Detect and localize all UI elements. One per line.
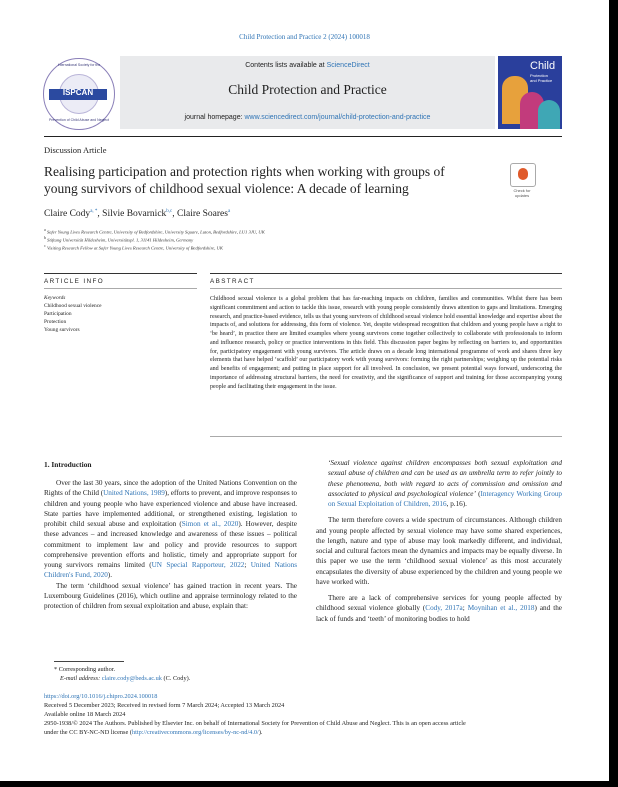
- paragraph: [316, 593, 562, 624]
- check-updates-box: [510, 163, 536, 187]
- block-quote: [316, 458, 562, 509]
- article-info-heading: ARTICLE INFO: [44, 278, 105, 285]
- license-prefix: under the CC BY-NC-ND license (: [44, 729, 132, 736]
- text-run: ).: [107, 571, 112, 580]
- author-sup[interactable]: a: [227, 209, 231, 214]
- keyword-item: Young survivors: [44, 327, 80, 333]
- left-column: [44, 478, 297, 611]
- citation-link[interactable]: UN Special Rapporteur, 2022: [151, 561, 245, 569]
- check-updates-line1: Check for: [513, 188, 531, 193]
- contents-line: [120, 62, 495, 69]
- license-suffix: ).: [258, 729, 263, 736]
- article-info-rule-2: [44, 288, 197, 289]
- homepage-line: [120, 114, 495, 121]
- frame-bottom-border: [0, 781, 618, 787]
- check-updates-label: [509, 188, 535, 198]
- author-list: Claire Cody$^{a, *}$, Silvie Bovarnick$^{b,c}$, Claire Soares$^a$: [44, 209, 231, 220]
- citation-link[interactable]: United Nations, 1989: [103, 489, 165, 498]
- article-info-rule: [44, 273, 197, 274]
- article-type: Discussion Article: [44, 145, 107, 155]
- affiliation-text: Stiftung Universität Hildesheim, Universitätspl. 1, 31141 Hildesheim, Germany: [47, 237, 194, 243]
- paragraph: The term therefore covers a wide spectrum of circumstances. Although children and young people affected by sexual violence may have some shared experiences, the length, nature and type of abuse may look markedly different, and individual, social and cultural factors mean the dynamics and impacts may be equally diverse. In this paper we use the term ‘childhood sexual violence’ as this most accurately encapsulates the diversity of abuse experienced by the children and young people we have worked with.: [316, 516, 562, 586]
- frame-right-border: [609, 0, 618, 787]
- bookmark-icon: [518, 168, 528, 180]
- email-line: [60, 675, 190, 682]
- affiliation: [44, 235, 193, 243]
- journal-title: Child Protection and Practice: [228, 82, 387, 97]
- email-suffix: (C. Cody).: [161, 675, 191, 682]
- author-name[interactable]: Silvie Bovarnick: [102, 209, 167, 220]
- text-run: ), efforts to prevent, and improve responses to children and young people who have experienced violence and abuse have increased. State parties have implemented additional, or strengthened existing, legislation to prohibit child sexual abuse and exploitation (: [44, 489, 298, 528]
- text-run: ;: [462, 604, 468, 613]
- text-run: ) and the lack of funds and ‘teeth’ of monitoring bodies to hold: [316, 604, 562, 623]
- citation-link[interactable]: United Nations Children's Fund, 2020: [44, 561, 297, 580]
- homepage-link[interactable]: www.sciencedirect.com/journal/child-protection-and-practice: [244, 114, 431, 121]
- keywords-label: Keywords: [44, 295, 66, 301]
- homepage-prefix: journal homepage:: [184, 114, 245, 121]
- author-name[interactable]: Claire Soares: [177, 209, 228, 220]
- email-link[interactable]: claire.cody@beds.ac.uk: [101, 675, 162, 682]
- cover-subtitle: [530, 73, 552, 83]
- received-dates: Received 5 December 2023; Received in revised form 7 March 2024; Accepted 13 March 2024: [44, 702, 285, 709]
- logo-ring-text-bottom: Prevention of Child Abuse and Neglect: [49, 118, 109, 122]
- citation-link[interactable]: Moynihan et al., 2018: [467, 604, 535, 613]
- citation-link[interactable]: Simon et al., 2020: [181, 520, 239, 528]
- right-column: [316, 458, 562, 624]
- abstract-heading: ABSTRACT: [210, 278, 255, 285]
- paragraph: [44, 478, 297, 581]
- ispcan-logo: [43, 58, 115, 130]
- license-link[interactable]: http://creativecommons.org/licenses/by-nc-nd/4.0/: [131, 729, 259, 736]
- license-line: [44, 729, 262, 736]
- logo-text: ISPCAN: [62, 88, 94, 97]
- text-run: (: [475, 489, 481, 498]
- cover-title: Child: [530, 60, 556, 72]
- email-label: E-mail address:: [60, 675, 102, 682]
- contents-prefix: Contents lists available at: [245, 62, 327, 69]
- text-run: , p.16).: [446, 500, 467, 508]
- copyright-line: 2950-1938/© 2024 The Authors. Published by Elsevier Inc. on behalf of International Society for Prevention of Child Abuse and Neglect. This is an open access article: [44, 720, 466, 727]
- abstract-bottom-rule: [210, 436, 562, 437]
- author-sup[interactable]: b,c: [166, 209, 173, 214]
- abstract-rule: [210, 273, 562, 274]
- citation-link[interactable]: Interagency Working Group on Sexual Exploitation of Children, 2016: [328, 489, 562, 508]
- abstract-rule-2: [210, 288, 562, 289]
- keyword-item: Childhood sexual violence: [44, 303, 102, 309]
- text-run: ). However, despite these advances – and increased knowledge and awareness of these issues – political commitment to implement law and policy and provide resources to support comprehensive prevention efforts and holistic, timely and appropriate support for young survivors remains limited (: [44, 520, 297, 569]
- article-title: Realising participation and protection rights when working with groups of young survivors of childhood sexual violence: A decade of learning: [44, 164, 445, 196]
- sciencedirect-link[interactable]: ScienceDirect: [326, 62, 370, 69]
- check-for-updates-button[interactable]: [509, 163, 535, 201]
- check-updates-line2: updates: [514, 193, 530, 198]
- affiliation-text: Safer Young Lives Research Centre, University of Bedfordshire, University Square, Luton, Bedfordshire, LU1 3JU, UK: [46, 229, 265, 235]
- keyword-item: Participation: [44, 311, 72, 317]
- footnote-rule: [54, 661, 124, 662]
- affiliation-text: Visiting Research Fellow at Safer Young Lives Research Centre, University of Bedfordshire, UK: [46, 245, 223, 251]
- text-run: ;: [244, 561, 251, 569]
- author-name[interactable]: Claire Cody: [44, 209, 91, 220]
- header-rule: [44, 136, 562, 137]
- doi-text[interactable]: https://doi.org/10.1016/j.chipro.2024.100018: [44, 693, 158, 700]
- affiliation-sup: c: [44, 243, 46, 248]
- affiliation-sup: b: [44, 235, 46, 240]
- cover-subtitle-1: Protection: [530, 73, 549, 78]
- cover-figure-3: [538, 100, 560, 129]
- journal-masthead: [120, 56, 495, 129]
- text-run: Over the last 30 years, since the adoption of the United Nations Convention on the Rights of the Child (: [44, 479, 297, 498]
- logo-ring-text-top: International Society for the: [57, 63, 101, 67]
- journal-cover-image: [498, 56, 562, 129]
- paragraph: The term ‘childhood sexual violence’ has gained traction in recent years. The Luxembourg Guidelines (2016), which outline and appraise terminology related to the protection of children from sexual exploitation and abuse, explain that:: [44, 581, 297, 610]
- affiliation: [44, 227, 265, 235]
- doi-link[interactable]: [44, 693, 157, 700]
- citation-link[interactable]: Cody, 2017a: [425, 604, 463, 613]
- author-sup[interactable]: a, *: [90, 209, 98, 214]
- affiliation: [44, 243, 223, 251]
- abstract-text: Childhood sexual violence is a global problem that has far-reaching impacts on children, families and communities. Whilst there has been significant commitment and action to tackle this issue, research with young people consistently draws attention to gaps and limitations. Emerging research, and practice-based evidence, tells us that young survivors of childhood sexual violence hold essential knowledge and expertise about the impacts of, and solutions for addressing, this form of violence. Yet, despite widespread recognition that children and young people have a right to ‘be heard’, in practice there are limited examples where young survivors come together collectively to collaborate with professionals to inform and influence research, policy or practice interventions in this field. This discussion paper begins by reflecting on barriers to, and opportunities for, participatory engagement with young survivors. The article draws on a decade long international programme of work and shares three key elements that have helped ‘scaffold’ our participatory work with young survivors: forming the right partnerships; weighing up the potential risks and benefits of engagement; and putting in place support for all involved. In conclusion, we present potential ways forward, underscoring the importance of addressing structural barriers, the need for creativity, and the significance of support and training for those accompanying young people and facilitating their engagement in the issue.: [210, 296, 562, 390]
- section-heading-introduction: 1. Introduction: [44, 460, 92, 469]
- text-run: There are a lack of comprehensive services for young people affected by childhood sexual violence globally (: [316, 594, 562, 613]
- cover-subtitle-2: and Practice: [530, 78, 553, 83]
- available-online: Available online 18 March 2024: [44, 711, 126, 718]
- affiliation-sup: a: [44, 227, 46, 232]
- keyword-item: Protection: [44, 319, 67, 325]
- corresponding-author-note: * Corresponding author.: [54, 666, 116, 673]
- quote-text: ‘Sexual violence against children encompasses both sexual exploitation and sexual abuse of children and can be used as an umbrella term to refer jointly to these phenomena, both with regard to acts of commission and omission and associated to physical and psychological violence’: [328, 459, 562, 498]
- journal-reference[interactable]: Child Protection and Practice 2 (2024) 100018: [239, 33, 370, 41]
